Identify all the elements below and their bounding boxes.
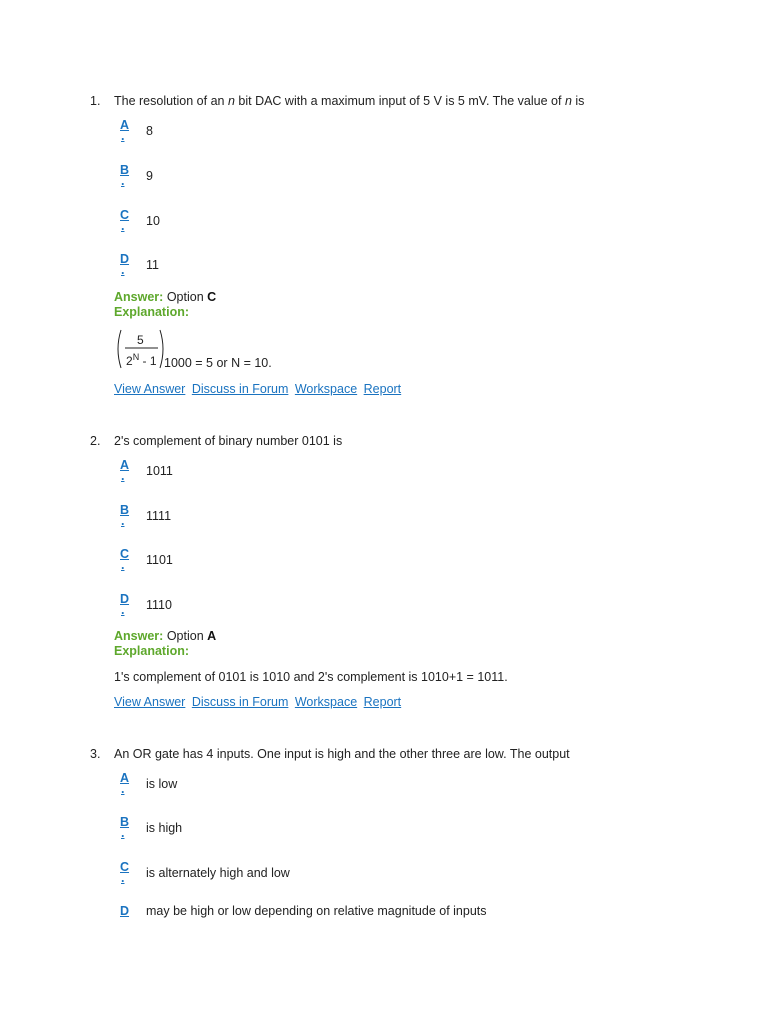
formula-tail: 1000 = 5 or N = 10. (164, 356, 272, 370)
option-dot: . (121, 174, 125, 188)
option-text: 1101 (146, 553, 173, 567)
option-d[interactable] (114, 252, 714, 282)
option-a[interactable] (114, 118, 714, 148)
option-letter[interactable]: C (120, 208, 130, 222)
option-text: 9 (146, 169, 153, 183)
answer-value: A (207, 629, 217, 643)
report-link[interactable]: Report (363, 382, 402, 396)
answer-label: Answer: (114, 290, 164, 304)
option-c[interactable] (114, 860, 714, 890)
option-letter[interactable]: C (120, 860, 130, 874)
option-text: may be high or low depending on relative magnitude of inputs (146, 904, 487, 918)
option-letter[interactable]: B (120, 163, 130, 177)
option-text: is alternately high and low (146, 866, 290, 880)
question-links (114, 695, 404, 709)
explanation-text: 1's complement of 0101 is 1010 and 2's complement is 1010+1 = 1011. (114, 670, 508, 684)
option-dot: . (121, 558, 125, 572)
discuss-link[interactable]: Discuss in Forum (191, 695, 289, 709)
option-letter[interactable]: D (120, 592, 130, 606)
option-letter[interactable]: D (120, 252, 130, 266)
option-c[interactable] (114, 547, 714, 577)
explanation-label: Explanation: (114, 305, 190, 319)
option-text: 1111 (146, 509, 172, 523)
option-dot: . (121, 782, 125, 796)
explanation-label-line (114, 644, 189, 658)
question-text: 2's complement of binary number 0101 is (114, 434, 343, 448)
option-letter[interactable]: B (120, 503, 130, 517)
view-answer-link[interactable]: View Answer (114, 695, 186, 709)
option-d[interactable] (114, 592, 714, 622)
answer-label: Answer: (114, 629, 164, 643)
option-dot: . (121, 263, 125, 277)
explanation-label: Explanation: (114, 644, 190, 658)
answer-prefix: Option (166, 290, 204, 304)
option-a[interactable] (114, 458, 714, 488)
option-text: 10 (146, 214, 160, 228)
option-dot: . (121, 871, 125, 885)
question-number: 1. (90, 94, 101, 108)
question-text: An OR gate has 4 inputs. One input is high and the other three are low. The output (114, 747, 570, 761)
option-dot: . (121, 514, 125, 528)
option-text: 11 (146, 258, 159, 272)
option-text: 8 (146, 124, 153, 138)
report-link[interactable]: Report (363, 695, 402, 709)
option-c[interactable] (114, 208, 714, 238)
option-text: 1011 (146, 464, 173, 478)
view-answer-link[interactable]: View Answer (114, 382, 186, 396)
option-a[interactable] (114, 771, 714, 801)
discuss-link[interactable]: Discuss in Forum (191, 382, 289, 396)
option-letter[interactable]: A (120, 118, 130, 132)
workspace-link[interactable]: Workspace (294, 695, 358, 709)
option-letter[interactable]: C (120, 547, 130, 561)
option-letter[interactable]: A (120, 458, 130, 472)
option-text: is high (146, 821, 183, 835)
option-dot: . (121, 129, 125, 143)
option-b[interactable] (114, 163, 714, 193)
formula-denominator: $2^N - 1$ (126, 352, 157, 368)
option-letter[interactable]: B (120, 815, 130, 829)
explanation-label-line (114, 305, 189, 319)
option-letter[interactable]: A (120, 771, 130, 785)
question-links (114, 382, 404, 396)
option-text: is low (146, 777, 178, 791)
option-letter[interactable]: D (120, 904, 130, 918)
option-dot: . (121, 826, 125, 840)
option-d[interactable] (114, 904, 714, 934)
answer-line (114, 290, 216, 304)
workspace-link[interactable]: Workspace (294, 382, 358, 396)
question-number: 3. (90, 747, 101, 761)
option-b[interactable] (114, 503, 714, 533)
option-dot: . (121, 469, 125, 483)
option-b[interactable] (114, 815, 714, 845)
option-text: 1110 (146, 598, 172, 612)
answer-line (114, 629, 216, 643)
answer-prefix: Option (166, 629, 204, 643)
formula-numerator: 5 (137, 333, 144, 347)
answer-value: C (207, 290, 217, 304)
question-text: The resolution of an n bit DAC with a maximum input of 5 V is 5 mV. The value of n is (114, 94, 585, 108)
question-number: 2. (90, 434, 101, 448)
option-dot: . (121, 603, 125, 617)
option-dot: . (121, 219, 125, 233)
